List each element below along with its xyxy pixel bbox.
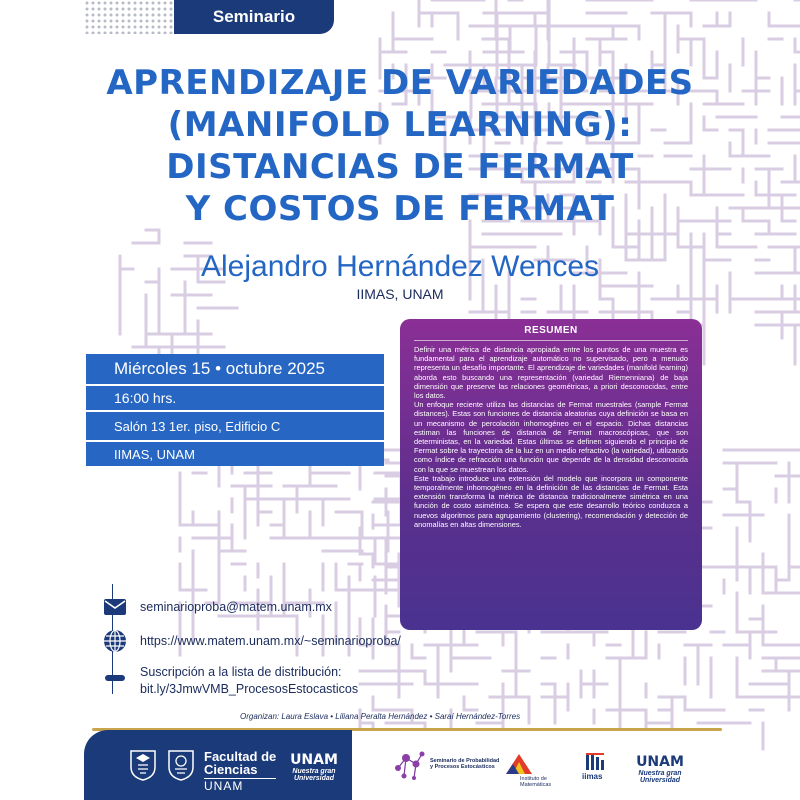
unam-tagline: Nuestra gran Universidad xyxy=(292,768,336,782)
contact-website[interactable] xyxy=(102,628,401,654)
website-link[interactable]: https://www.matem.unam.mx/~seminarioproba/ xyxy=(140,634,401,648)
unam-tagline-2: Nuestra gran Universidad xyxy=(638,770,682,784)
list-marker-icon xyxy=(102,664,128,690)
event-room: Salón 13 1er. piso, Edificio C xyxy=(86,412,384,440)
unam-wordmark: UNAM xyxy=(290,752,338,768)
unam-logo xyxy=(286,752,342,782)
facultad-line2: Ciencias xyxy=(204,762,258,777)
title-line: (MANIFOLD LEARNING): xyxy=(167,105,633,145)
faculty-crest-logo xyxy=(166,748,196,782)
event-institution: IIMAS, UNAM xyxy=(86,442,384,466)
abstract-box xyxy=(400,319,702,630)
network-seminar-icon xyxy=(392,748,428,782)
email-link[interactable]: seminarioproba@matem.unam.mx xyxy=(140,600,332,614)
mail-icon xyxy=(102,594,128,620)
contact-email[interactable] xyxy=(102,594,332,620)
unam-crest-logo xyxy=(128,748,158,782)
title-line: DISTANCIAS DE FERMAT xyxy=(166,147,634,187)
subscription-link[interactable]: bit.ly/3JmwVMB_ProcesosEstocasticos xyxy=(140,682,359,696)
abstract-paragraph: Este trabajo introduce una extensión del modelo que incorpora un componente temporalmente inhomogéneo en la definición de las distancias de Fermat. Esta extensión transforma la métrica de distancia tradicionalmente simétrica en una función de costo asimétrica. Se espera que este desarrollo teórico conduzca a nuevos algoritmos para agrupamiento (clustering), recomendación y detección de anomalías en altas dimensiones. xyxy=(414,473,688,529)
event-time: 16:00 hrs. xyxy=(86,386,384,410)
iimas-icon xyxy=(584,752,606,772)
contact-subscription[interactable] xyxy=(102,664,358,698)
seminario-logo-text: Seminario de Probabilidad y Procesos Estocásticos xyxy=(430,758,500,770)
abstract-paragraph: Un enfoque reciente utiliza las distancias de Fermat muestrales (sample Fermat distances). Estas son funciones de distancia aleatorias cuya definición se basa en un mecanismo de percolación inhomogéneo en el espacio. Dichas distancias estiman las funciones de distancia de Fermat macroscópicas, que son deterministas, en la variedad. Estas últimas se definen siguiendo el principio de Fermat sobre la trayectoria de la luz en un medio refractivo (la variedad), utilizando como índice de refracción una función que depende de la densidad desconocida con la que se muestrean los datos. xyxy=(414,400,688,474)
facultad-sub: UNAM xyxy=(204,778,276,793)
unam-logo-2 xyxy=(632,754,688,784)
iimas-text: iimas xyxy=(582,772,603,781)
globe-icon xyxy=(102,628,128,654)
organizers: Organizan: Laura Eslava • Liliana Peralta Hernández • Saraí Hernández-Torres xyxy=(240,712,521,721)
instituto-matematicas-icon xyxy=(504,752,534,776)
speaker-affiliation: IIMAS, UNAM xyxy=(356,286,444,302)
title-line: APRENDIZAJE DE VARIEDADES xyxy=(106,63,694,103)
abstract-paragraph: Definir una métrica de distancia apropiada entre los puntos de una muestra es fundamental para el aprendizaje automático no supervisado, pero a menudo representa un desafío importante. El aprendizaje de variedades (manifold learning) aborda esto buscando una representación (variedad Riemenniana) de baja dimensión que preserve las relaciones geométricas, a priori desconocidas, entre los datos. xyxy=(414,345,688,401)
title-line: Y COSTOS DE FERMAT xyxy=(185,189,615,229)
unam-wordmark-2: UNAM xyxy=(636,754,684,770)
seminar-tag: Seminario xyxy=(174,0,334,34)
subscription-label: Suscripción a la lista de distribución: xyxy=(140,665,342,679)
dot-pattern xyxy=(84,0,174,34)
instituto-text: Instituto de Matemáticas xyxy=(520,776,552,788)
facultad-line1: Facultad de xyxy=(204,749,277,764)
event-title xyxy=(80,62,720,230)
speaker-name: Alejandro Hernández Wences xyxy=(200,250,599,283)
facultad-ciencias-logo xyxy=(204,750,276,793)
abstract-title: RESUMEN xyxy=(414,325,688,341)
event-date: Miércoles 15 • octubre 2025 xyxy=(86,354,384,384)
